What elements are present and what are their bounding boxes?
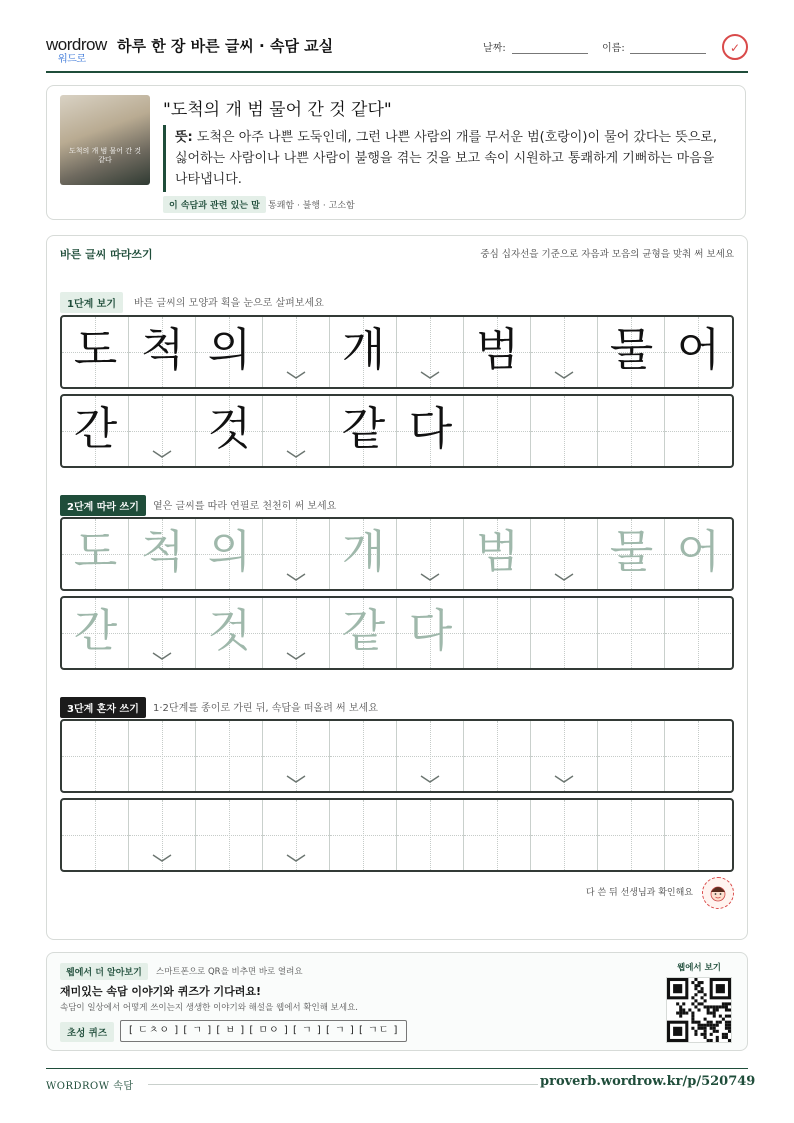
writing-row[interactable]	[60, 596, 734, 670]
qr-module	[701, 981, 704, 984]
qr-module	[713, 1027, 716, 1030]
writing-cell[interactable]	[397, 721, 464, 791]
word-space-icon	[285, 369, 307, 381]
writing-cell[interactable]	[397, 317, 464, 387]
hangul-char: 의	[207, 323, 252, 376]
qr-module	[716, 1024, 719, 1027]
qr-pattern	[667, 978, 731, 1042]
qr-module	[713, 1030, 716, 1033]
qr-module	[716, 1021, 719, 1024]
web-headline: 재미있는 속담 이야기와 퀴즈가 기다려요!	[60, 985, 261, 998]
hangul-char: 의	[207, 525, 252, 578]
qr-module	[682, 1012, 685, 1015]
word-space-icon	[151, 852, 173, 864]
qr-module	[725, 1015, 728, 1018]
word-space-icon	[419, 369, 441, 381]
writing-cell[interactable]	[531, 519, 598, 589]
writing-row[interactable]	[60, 719, 734, 793]
guide-horizontal	[263, 633, 329, 634]
guide-horizontal	[598, 431, 664, 432]
logo-sub: 워드로	[58, 54, 86, 65]
qr-module	[707, 1039, 710, 1042]
qr-module	[719, 1021, 722, 1024]
writing-cell[interactable]	[665, 519, 732, 589]
qr-module	[725, 1027, 728, 1030]
writing-cell[interactable]	[330, 721, 397, 791]
qr-module	[691, 1015, 694, 1018]
word-space-icon	[285, 571, 307, 583]
qr-module	[725, 1005, 728, 1008]
web-desc: 속담이 일상에서 어떻게 쓰이는지 생생한 이야기와 해설을 웹에서 확인해 보세요.	[60, 1003, 358, 1013]
proverb-illustration	[60, 95, 150, 185]
writing-cell[interactable]	[263, 721, 330, 791]
practice-hint: 중심 십자선을 기준으로 자음과 모음의 균형을 맞춰 써 보세요	[480, 249, 734, 260]
word-space-icon	[151, 650, 173, 662]
step3-badge: 3단계 혼자 쓰기	[60, 697, 146, 718]
writing-cell[interactable]	[263, 396, 330, 466]
qr-module	[679, 1012, 682, 1015]
meaning-label: 뜻:	[175, 130, 193, 145]
qr-module	[694, 987, 697, 990]
proverb-meaning	[175, 127, 730, 190]
writing-cell[interactable]	[665, 317, 732, 387]
chosung-quiz: [ ㄷㅊㅇ ] [ ㄱ ] [ ㅂ ] [ ㅁㅇ ] [ ㄱ ] [ ㄱ ] [ ㄱㄷ ]	[120, 1020, 407, 1042]
guide-horizontal	[531, 633, 597, 634]
qr-module	[697, 984, 700, 987]
guide-horizontal	[62, 835, 128, 836]
qr-module	[710, 1012, 713, 1015]
hangul-char: 개	[341, 525, 386, 578]
qr-module	[682, 1008, 685, 1011]
footer-url[interactable]: proverb.wordrow.kr/p/520749	[540, 1074, 756, 1089]
qr-module	[694, 978, 697, 981]
guide-horizontal	[531, 352, 597, 353]
writing-cell[interactable]	[665, 598, 732, 668]
qr-module	[685, 1012, 688, 1015]
hangul-char: 어	[676, 323, 721, 376]
qr-module	[728, 1024, 731, 1027]
writing-cell[interactable]	[464, 800, 531, 870]
qr-module	[697, 1027, 700, 1030]
guide-horizontal	[196, 835, 262, 836]
qr-module	[694, 1005, 697, 1008]
writing-row[interactable]	[60, 798, 734, 872]
writing-cell[interactable]	[62, 800, 129, 870]
hangul-char: 어	[676, 525, 721, 578]
meaning-accent-bar	[163, 125, 166, 192]
writing-cell[interactable]	[330, 800, 397, 870]
qr-module	[701, 1027, 704, 1030]
guide-horizontal	[263, 835, 329, 836]
writing-cell[interactable]	[330, 598, 397, 668]
writing-cell[interactable]	[464, 598, 531, 668]
step1-desc: 바른 글씨의 모양과 획을 눈으로 살펴보세요	[134, 298, 324, 309]
meaning-text: 도척은 아주 나쁜 도둑인데, 그런 나쁜 사람의 개를 무서운 범(호랑이)이 물어 갔다는 뜻으로, 싫어하는 사람이나 나쁜 사람이 불행을 겪는 것을 보고 속이 시원하고 통쾌하게 기뻐하는 마음을 나타냅니다.	[175, 130, 717, 187]
writing-cell[interactable]	[397, 519, 464, 589]
qr-module	[713, 1008, 716, 1011]
writing-cell[interactable]	[263, 800, 330, 870]
hangul-char: 도	[73, 525, 118, 578]
qr-module	[694, 1021, 697, 1024]
writing-cell[interactable]	[330, 519, 397, 589]
writing-cell[interactable]	[196, 317, 263, 387]
qr-module	[713, 1012, 716, 1015]
writing-cell[interactable]	[464, 317, 531, 387]
web-sub: 스마트폰으로 QR을 비추면 바로 열려요	[156, 967, 303, 977]
qr-module	[704, 999, 707, 1002]
writing-cell[interactable]	[62, 396, 129, 466]
qr-module	[719, 1005, 722, 1008]
writing-cell[interactable]	[196, 396, 263, 466]
qr-module	[688, 1008, 691, 1011]
writing-cell[interactable]	[665, 800, 732, 870]
qr-module	[704, 1033, 707, 1036]
hangul-char: 같	[341, 402, 386, 455]
writing-cell[interactable]	[129, 396, 196, 466]
guide-horizontal	[397, 352, 463, 353]
writing-cell[interactable]	[62, 721, 129, 791]
teacher-icon	[702, 877, 734, 909]
hangul-char: 같	[341, 604, 386, 657]
word-space-icon	[285, 650, 307, 662]
hangul-char: 다	[408, 604, 453, 657]
writing-cell[interactable]	[196, 519, 263, 589]
qr-module	[707, 1024, 710, 1027]
writing-cell[interactable]	[531, 396, 598, 466]
word-space-icon	[151, 448, 173, 460]
writing-cell[interactable]	[196, 721, 263, 791]
qr-module	[716, 1036, 719, 1039]
guide-horizontal	[263, 554, 329, 555]
qr-module	[710, 1024, 713, 1027]
qr-module	[697, 990, 700, 993]
writing-cell[interactable]	[263, 598, 330, 668]
qr-module	[691, 996, 694, 999]
writing-cell[interactable]	[62, 317, 129, 387]
writing-cell[interactable]	[665, 396, 732, 466]
qr-module	[710, 1039, 713, 1042]
qr-module	[679, 1005, 682, 1008]
writing-cell[interactable]	[129, 598, 196, 668]
guide-horizontal	[665, 756, 731, 757]
qr-module	[722, 1005, 725, 1008]
qr-module	[704, 993, 707, 996]
qr-module	[707, 1012, 710, 1015]
guide-horizontal	[464, 756, 530, 757]
guide-horizontal	[129, 756, 195, 757]
qr-module	[697, 1024, 700, 1027]
writing-cell[interactable]	[464, 721, 531, 791]
thumb-caption: 도척의 개 범 물어 간 것 같다	[69, 147, 141, 164]
writing-cell[interactable]	[62, 519, 129, 589]
qr-module	[725, 1002, 728, 1005]
qr-module	[704, 1018, 707, 1021]
guide-horizontal	[263, 756, 329, 757]
writing-cell[interactable]	[129, 800, 196, 870]
qr-module	[694, 1030, 697, 1033]
guide-horizontal	[397, 835, 463, 836]
qr-module	[691, 1027, 694, 1030]
check-stamp-icon: ✓	[722, 34, 748, 60]
writing-cell[interactable]	[129, 519, 196, 589]
word-space-icon	[419, 571, 441, 583]
word-space-icon	[285, 773, 307, 785]
qr-module	[713, 1015, 716, 1018]
check-note: 다 쓴 뒤 선생님과 확인해요	[585, 888, 693, 898]
guide-horizontal	[129, 633, 195, 634]
qr-module	[704, 1036, 707, 1039]
qr-module	[676, 1002, 679, 1005]
qr-module	[728, 1021, 731, 1024]
writing-cell[interactable]	[531, 800, 598, 870]
qr-module	[691, 981, 694, 984]
date-label: 날짜:	[483, 43, 506, 54]
guide-horizontal	[665, 633, 731, 634]
qr-module	[728, 1002, 731, 1005]
guide-horizontal	[531, 554, 597, 555]
writing-cell[interactable]	[665, 721, 732, 791]
qr-module	[716, 1005, 719, 1008]
qr-module	[710, 1005, 713, 1008]
qr-module	[694, 993, 697, 996]
qr-module	[728, 1015, 731, 1018]
qr-module	[722, 1036, 725, 1039]
writing-row[interactable]	[60, 394, 734, 468]
qr-module	[682, 1002, 685, 1005]
hangul-char: 척	[140, 525, 185, 578]
hangul-char: 범	[475, 323, 520, 376]
writing-cell[interactable]	[263, 317, 330, 387]
hangul-char: 간	[73, 604, 118, 657]
qr-module	[704, 1005, 707, 1008]
word-space-icon	[285, 852, 307, 864]
qr-module	[701, 1024, 704, 1027]
guide-horizontal	[598, 835, 664, 836]
guide-horizontal	[665, 835, 731, 836]
writing-cell[interactable]	[598, 317, 665, 387]
wordrow-logo[interactable]: wordrow 워드로	[46, 35, 107, 65]
name-field[interactable]	[630, 53, 706, 54]
qr-finder-core	[673, 1027, 682, 1036]
guide-horizontal	[397, 554, 463, 555]
step2-desc: 옅은 글씨를 따라 연필로 천천히 써 보세요	[153, 501, 337, 512]
qr-finder-core	[716, 984, 725, 993]
qr-module	[713, 1024, 716, 1027]
qr-module	[704, 1030, 707, 1033]
guide-horizontal	[196, 756, 262, 757]
hangul-char: 척	[140, 323, 185, 376]
writing-cell[interactable]	[598, 519, 665, 589]
qr-module	[722, 1033, 725, 1036]
qr-module	[691, 1021, 694, 1024]
guide-horizontal	[62, 756, 128, 757]
qr-module	[716, 1008, 719, 1011]
qr-module	[707, 1021, 710, 1024]
qr-module	[679, 1015, 682, 1018]
hangul-char: 물	[609, 525, 654, 578]
writing-cell[interactable]	[62, 598, 129, 668]
web-tag: 웹에서 더 알아보기	[60, 963, 148, 980]
guide-horizontal	[464, 633, 530, 634]
qr-module	[707, 1008, 710, 1011]
hangul-char: 개	[341, 323, 386, 376]
step1-badge: 1단계 보기	[60, 292, 123, 313]
word-space-icon	[553, 369, 575, 381]
practice-title: 바른 글씨 따라쓰기	[60, 248, 153, 261]
writing-cell[interactable]	[464, 396, 531, 466]
writing-cell[interactable]	[263, 519, 330, 589]
page-title: 하루 한 장 바른 글씨 · 속담 교실	[117, 37, 334, 55]
guide-horizontal	[665, 431, 731, 432]
date-field[interactable]	[512, 53, 588, 54]
qr-module	[710, 1033, 713, 1036]
hangul-char: 도	[73, 323, 118, 376]
qr-module	[728, 1039, 731, 1042]
hangul-char: 다	[408, 402, 453, 455]
guide-horizontal	[330, 756, 396, 757]
writing-cell[interactable]	[196, 800, 263, 870]
qr-module	[725, 1033, 728, 1036]
hangul-char: 범	[475, 525, 520, 578]
hangul-char: 것	[207, 604, 252, 657]
qr-module	[701, 990, 704, 993]
word-space-icon	[285, 448, 307, 460]
footer-line	[148, 1084, 538, 1085]
guide-horizontal	[129, 431, 195, 432]
word-space-icon	[553, 773, 575, 785]
proverb-title: "도척의 개 범 물어 간 것 같다"	[163, 100, 392, 120]
qr-module	[679, 1008, 682, 1011]
qr-module	[728, 1008, 731, 1011]
writing-cell[interactable]	[531, 317, 598, 387]
quiz-label: 초성 퀴즈	[60, 1022, 114, 1042]
writing-cell[interactable]	[330, 317, 397, 387]
qr-module	[725, 1008, 728, 1011]
guide-horizontal	[263, 431, 329, 432]
guide-horizontal	[531, 431, 597, 432]
footer-brand: WORDROW 속담	[46, 1081, 134, 1092]
qr-module	[725, 1021, 728, 1024]
qr-finder-core	[673, 984, 682, 993]
word-space-icon	[553, 571, 575, 583]
qr-module	[713, 1005, 716, 1008]
qr-module	[701, 1002, 704, 1005]
qr-module	[701, 1033, 704, 1036]
qr-module	[728, 1027, 731, 1030]
related-label: 이 속담과 관련 있는 말	[163, 196, 266, 213]
footer-divider	[46, 1068, 748, 1069]
guide-horizontal	[531, 756, 597, 757]
guide-horizontal	[129, 835, 195, 836]
qr-module	[691, 1018, 694, 1021]
guide-horizontal	[263, 352, 329, 353]
qr-module	[722, 1002, 725, 1005]
writing-cell[interactable]	[397, 396, 464, 466]
qr-module	[725, 1036, 728, 1039]
qr-module	[694, 984, 697, 987]
hangul-char: 것	[207, 402, 252, 455]
qr-module	[704, 1024, 707, 1027]
qr-module	[697, 1008, 700, 1011]
hangul-char: 간	[73, 402, 118, 455]
word-space-icon	[419, 773, 441, 785]
writing-cell[interactable]	[397, 598, 464, 668]
qr-module	[704, 1027, 707, 1030]
writing-cell[interactable]	[464, 519, 531, 589]
guide-horizontal	[464, 431, 530, 432]
qr-module	[716, 1030, 719, 1033]
writing-row[interactable]	[60, 517, 734, 591]
writing-cell[interactable]	[531, 598, 598, 668]
writing-cell[interactable]	[598, 800, 665, 870]
qr-module	[701, 996, 704, 999]
name-label: 이름:	[602, 43, 625, 54]
qr-module	[728, 1030, 731, 1033]
writing-cell[interactable]	[330, 396, 397, 466]
qr-module	[707, 1005, 710, 1008]
qr-module	[697, 981, 700, 984]
writing-cell[interactable]	[196, 598, 263, 668]
writing-cell[interactable]	[598, 721, 665, 791]
qr-module	[697, 1021, 700, 1024]
writing-cell[interactable]	[397, 800, 464, 870]
guide-horizontal	[330, 835, 396, 836]
qr-module	[691, 1002, 694, 1005]
qr-module	[710, 1021, 713, 1024]
qr-module	[719, 1015, 722, 1018]
qr-module	[697, 1002, 700, 1005]
writing-cell[interactable]	[598, 598, 665, 668]
header-divider	[46, 71, 748, 73]
qr-label: 웹에서 보기	[676, 963, 721, 973]
writing-row[interactable]	[60, 315, 734, 389]
qr-module	[701, 987, 704, 990]
guide-horizontal	[397, 756, 463, 757]
guide-horizontal	[598, 633, 664, 634]
writing-cell[interactable]	[129, 721, 196, 791]
qr-code[interactable]	[666, 977, 732, 1043]
qr-module	[694, 999, 697, 1002]
guide-horizontal	[464, 835, 530, 836]
related-words: 통쾌함 · 불행 · 고소함	[268, 201, 355, 211]
qr-module	[691, 1012, 694, 1015]
step3-desc: 1·2단계를 종이로 가린 뒤, 속담을 떠올려 써 보세요	[153, 703, 378, 714]
qr-module	[716, 1039, 719, 1042]
qr-module	[694, 1033, 697, 1036]
hangul-char: 물	[609, 323, 654, 376]
writing-cell[interactable]	[129, 317, 196, 387]
step2-badge: 2단계 따라 쓰기	[60, 495, 146, 516]
writing-cell[interactable]	[531, 721, 598, 791]
guide-horizontal	[598, 756, 664, 757]
qr-module	[710, 1027, 713, 1030]
qr-module	[725, 1024, 728, 1027]
writing-cell[interactable]	[598, 396, 665, 466]
qr-module	[722, 1018, 725, 1021]
qr-module	[676, 1012, 679, 1015]
guide-horizontal	[531, 835, 597, 836]
